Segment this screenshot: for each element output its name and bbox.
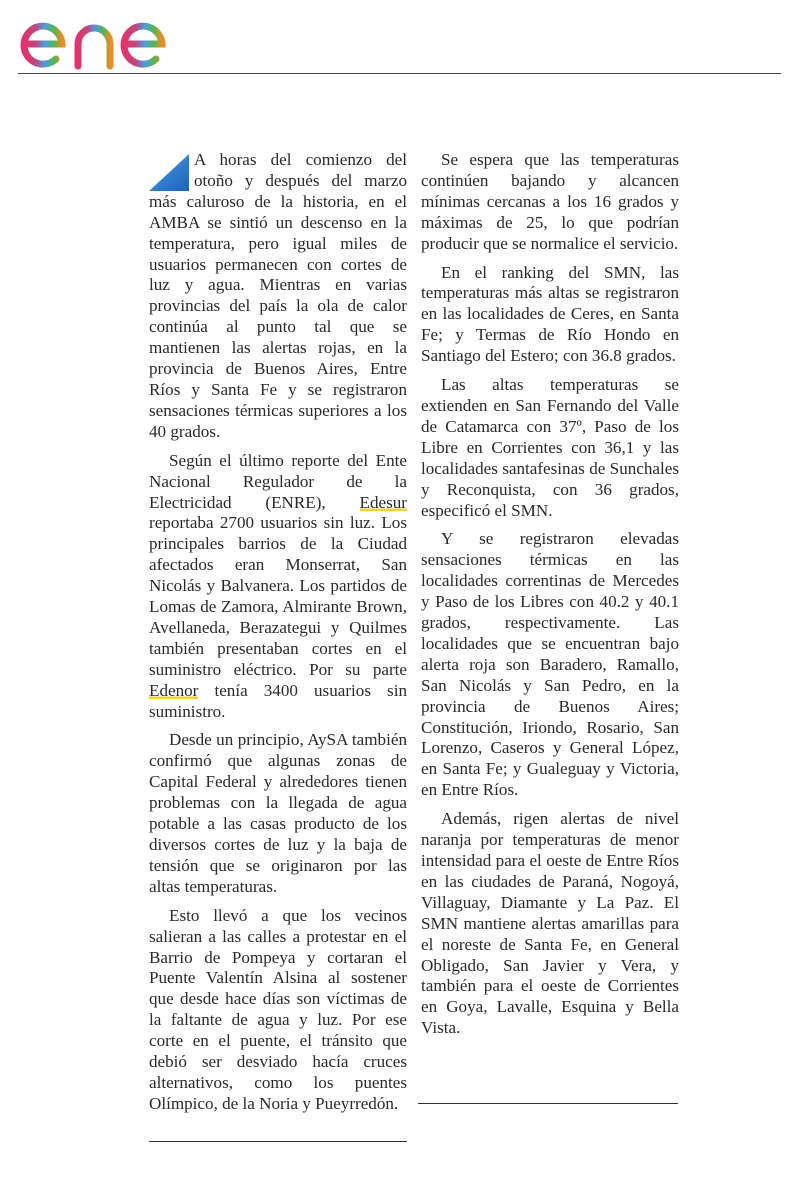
- column-end-rule: [149, 1141, 407, 1142]
- highlight-edenor: Edenor: [149, 680, 199, 700]
- paragraph: En el ranking del SMN, las temperaturas más altas se registraron en las localidades de Ceres, en Santa Fe; y Termas de Río Hondo en Santiago del Estero; con 36.8 grados.: [421, 262, 679, 366]
- paragraph: Según el último reporte del Ente Nacional Regulador de la Electricidad (ENRE), Edesur reportaba 2700 usuarios sin luz. Los principales barrios de la Ciudad afectados eran Monserrat, San Nicolás y Balvanera. Los partidos de Lomas de Zamora, Almirante Brown, Avellaneda, Berazategui y Quilmes también presentaban cortes en el suministro eléctrico. Por su parte Edenor tenía 3400 usuarios sin suministro.: [149, 450, 407, 721]
- paragraph: Desde un principio, AySA también confirmó que algunas zonas de Capital Federal y alrededores tienen problemas con la llegada de agua potable a las casas producto de los diversos cortes de luz y la baja de tensión que se originaron por las altas temperaturas.: [149, 730, 407, 896]
- paragraph: Esto llevó a que los vecinos salieran a las calles a protestar en el Barrio de Pompeya y cortaran el Puente Valentín Alsina al sostener que desde hace días son víctimas de la faltante de agua y luz. Por ese corte en el puente, el tránsito que debió ser desviado hacía cruces alternativos, como los puentes Olímpico, de la Noria y Pueyrredón.: [149, 905, 407, 1113]
- column-end-rule: [418, 1103, 678, 1104]
- article-column-left: [149, 150, 407, 1123]
- paragraph: Y se registraron elevadas sensaciones térmicas en las localidades correntinas de Mercedes y Paso de los Libres con 40.2 y 40.1 grados, respectivamente. Las localidades que se encuentran bajo alerta roja son Baradero, Ramallo, San Nicolás y San Pedro, en la provincia de Buenos Aires; Constitución, Iriondo, Rosario, San Lorenzo, Caseros y General López, en Santa Fe; y Gualeguay y Victoria, en Entre Ríos.: [421, 529, 679, 800]
- paragraph: A horas del comienzo del otoño y después del marzo más caluroso de la historia, en el AMBA se sintió un descenso en la temperatura, pero igual miles de usuarios permanecen con cortes de luz y agua. Mientras en varias provincias del país la ola de calor continúa al punto tal que se mantienen las alertas rojas, en la provincia de Buenos Aires, Entre Ríos y Santa Fe y se registraron sensaciones térmicas superiores a los 40 grados.: [149, 150, 407, 441]
- header-rule: [18, 73, 781, 74]
- paragraph: Las altas temperaturas se extienden en San Fernando del Valle de Catamarca con 37º, Paso de los Libre en Corrientes con 36,1 y las localidades santafesinas de Sunchales y Reconquista, con 36 grados, especificó el SMN.: [421, 375, 679, 520]
- paragraph: Además, rigen alertas de nivel naranja por temperaturas de menor intensidad para el oeste de Entre Ríos en las ciudades de Paraná, Nogoyá, Villaguay, Diamante y La Paz. El SMN mantiene alertas amarillas para el noreste de Santa Fe, en General Obligado, San Javier y Vera, y también para el oeste de Corrientes en Goya, Lavalle, Esquina y Bella Vista.: [421, 809, 679, 1038]
- highlight-edesur: Edesur: [359, 492, 407, 512]
- paragraph: Se espera que las temperaturas continúen bajando y alcancen mínimas cercanas a los 16 grados y máximas de 25, lo que podrían producir que se normalice el servicio.: [421, 150, 679, 253]
- article-column-right: [421, 150, 679, 1047]
- enel-logo: [18, 4, 188, 70]
